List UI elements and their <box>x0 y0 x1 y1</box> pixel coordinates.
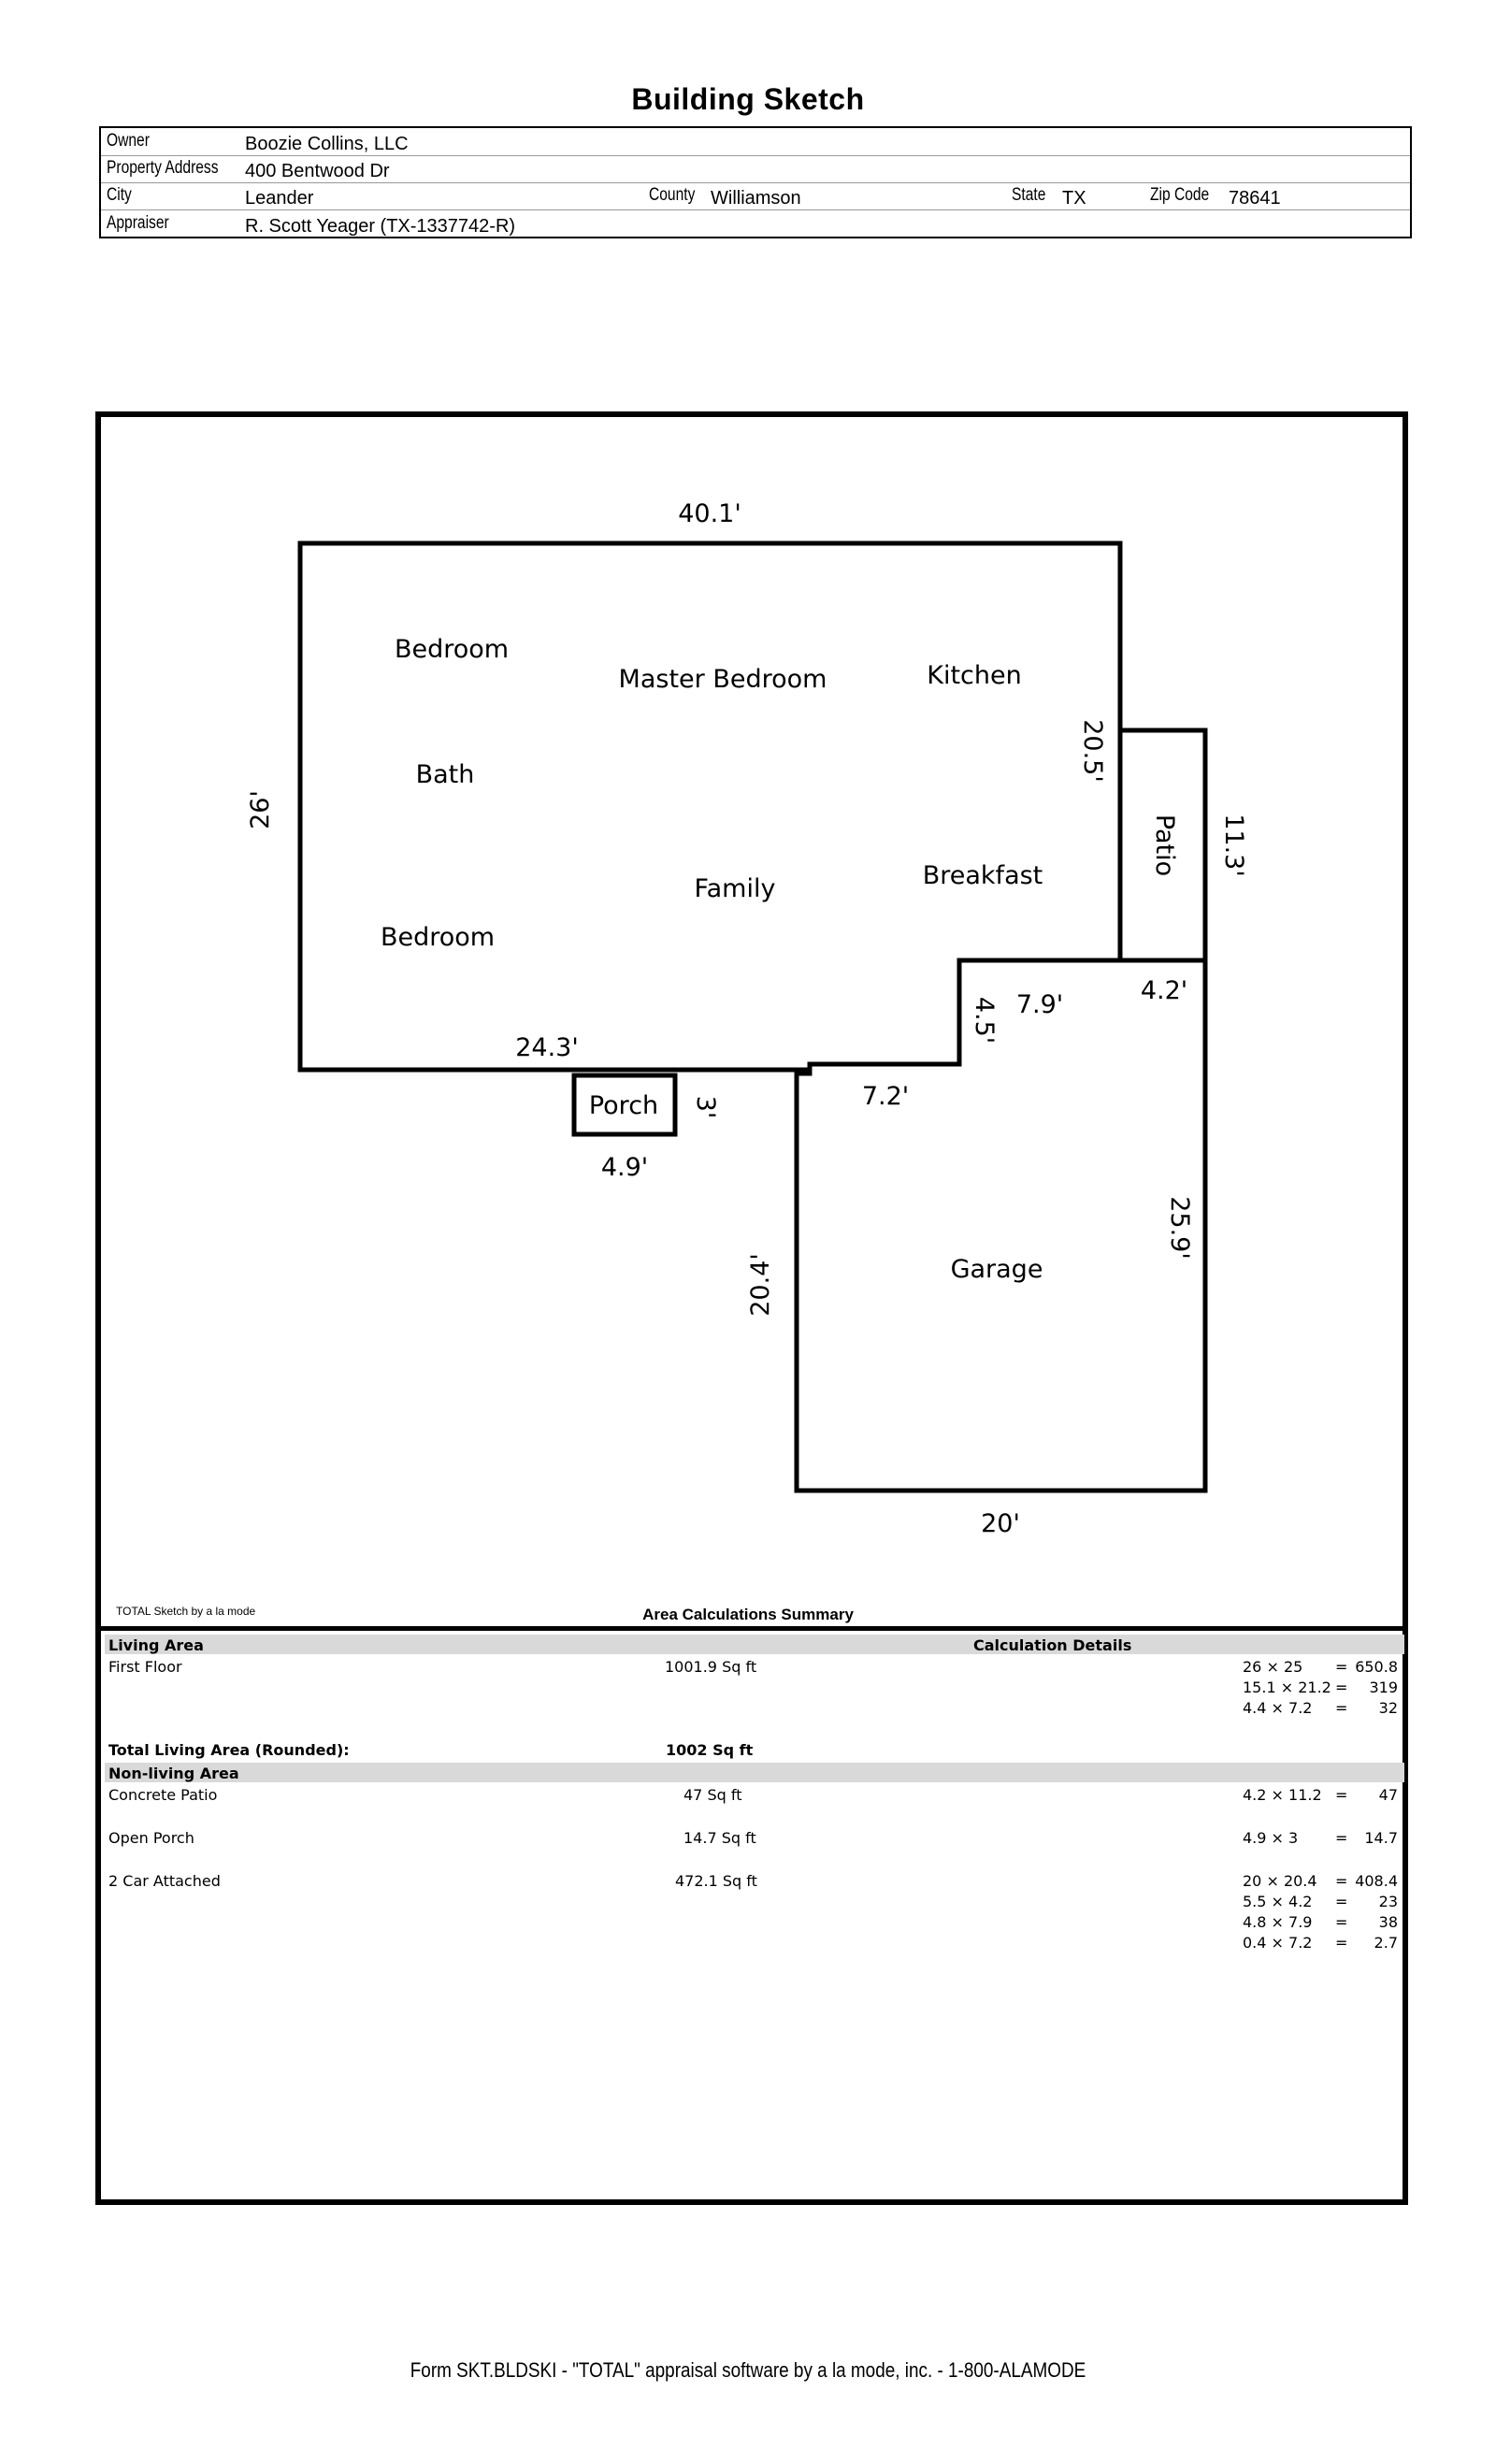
calc-value: 47 <box>1378 1786 1398 1804</box>
first-floor-label: First Floor <box>108 1658 182 1676</box>
calc-value: 23 <box>1378 1893 1398 1910</box>
total-living-label: Total Living Area (Rounded): <box>108 1741 350 1759</box>
room-kitchen: Kitchen <box>927 661 1022 690</box>
page-title: Building Sketch <box>631 82 865 116</box>
county-value: Williamson <box>711 188 801 209</box>
patio-label: Concrete Patio <box>108 1786 218 1804</box>
owner-label: Owner <box>107 131 150 151</box>
room-breakfast: Breakfast <box>922 861 1043 890</box>
sketch-credit: TOTAL Sketch by a la mode <box>116 1605 256 1618</box>
area-summary-title: Area Calculations Summary <box>642 1606 854 1623</box>
dim-patio-right: 11.3' <box>1219 814 1248 877</box>
calc-equals: = <box>1335 1658 1348 1676</box>
form-footer: Form SKT.BLDSKI - "TOTAL" appraisal software by a la mode, inc. - 1-800-ALAMODE <box>410 2358 1086 2382</box>
total-living-value: 1002 Sq ft <box>666 1741 754 1759</box>
calc-equals: = <box>1335 1934 1348 1952</box>
calc-equals: = <box>1335 1829 1348 1847</box>
calc-equals: = <box>1335 1679 1348 1696</box>
calc-expr: 0.4 × 7.2 <box>1243 1934 1313 1952</box>
calc-equals: = <box>1335 1893 1348 1910</box>
dim-patio-bottom: 4.2' <box>1140 976 1188 1005</box>
dim-bottom-main: 24.3' <box>515 1033 579 1062</box>
city-label: City <box>107 185 132 205</box>
garage-label: 2 Car Attached <box>108 1872 221 1890</box>
nonliving-area-band <box>105 1763 1404 1782</box>
dim-porch-depth: 3' <box>691 1095 720 1119</box>
calc-equals: = <box>1335 1699 1348 1717</box>
calc-value: 14.7 <box>1364 1829 1398 1847</box>
dim-top: 40.1' <box>678 499 741 528</box>
calc-expr: 4.4 × 7.2 <box>1243 1699 1313 1717</box>
dim-notch-width: 7.9' <box>1015 990 1064 1019</box>
calc-value: 38 <box>1378 1913 1398 1931</box>
calc-value: 319 <box>1369 1679 1398 1696</box>
dim-garage-left: 20.4' <box>746 1253 775 1317</box>
porch-area: 14.7 Sq ft <box>683 1829 756 1847</box>
state-label: State <box>1012 185 1046 205</box>
appraiser-label: Appraiser <box>107 213 169 233</box>
summary-divider <box>95 1626 1408 1631</box>
address-value: 400 Bentwood Dr <box>245 161 390 181</box>
address-label: Property Address <box>107 158 219 178</box>
appraiser-value: R. Scott Yeager (TX-1337742-R) <box>245 216 516 237</box>
calc-equals: = <box>1335 1786 1348 1804</box>
first-floor-area: 1001.9 Sq ft <box>665 1658 757 1676</box>
calc-expr: 4.2 × 11.2 <box>1243 1786 1322 1804</box>
county-label: County <box>649 185 696 205</box>
calc-expr: 26 × 25 <box>1243 1658 1303 1676</box>
room-bedroom-2: Bedroom <box>380 923 496 952</box>
dim-garage-bottom: 20' <box>981 1509 1020 1538</box>
room-garage: Garage <box>950 1255 1043 1284</box>
dim-garage-top: 7.2' <box>861 1082 910 1111</box>
calc-expr: 15.1 × 21.2 <box>1243 1679 1331 1696</box>
calc-value: 650.8 <box>1355 1658 1398 1676</box>
main-house-outline <box>300 543 1120 1070</box>
calc-value: 408.4 <box>1355 1872 1398 1890</box>
room-bath: Bath <box>415 760 475 789</box>
city-value: Leander <box>245 188 314 209</box>
zip-value: 78641 <box>1229 188 1281 209</box>
room-master-bedroom: Master Bedroom <box>618 665 827 694</box>
zip-label: Zip Code <box>1150 185 1210 205</box>
calc-expr: 5.5 × 4.2 <box>1243 1893 1313 1910</box>
living-area-band <box>105 1635 1404 1654</box>
owner-value: Boozie Collins, LLC <box>245 134 409 154</box>
calc-expr: 4.9 × 3 <box>1243 1829 1299 1847</box>
porch-label: Open Porch <box>108 1829 194 1847</box>
dim-notch-height: 4.5' <box>970 996 999 1045</box>
patio-area: 47 Sq ft <box>683 1786 742 1804</box>
garage-area: 472.1 Sq ft <box>675 1872 757 1890</box>
calc-details-header: Calculation Details <box>973 1636 1132 1654</box>
dim-garage-right: 25.9' <box>1165 1196 1194 1260</box>
room-bedroom-1: Bedroom <box>394 635 510 664</box>
living-area-header: Living Area <box>108 1636 204 1654</box>
calc-value: 32 <box>1378 1699 1398 1717</box>
calc-expr: 4.8 × 7.9 <box>1243 1913 1313 1931</box>
dim-porch-width: 4.9' <box>600 1153 649 1182</box>
nonliving-area-header: Non-living Area <box>108 1765 239 1782</box>
calc-value: 2.7 <box>1374 1934 1398 1952</box>
room-porch: Porch <box>588 1091 659 1120</box>
garage-outline <box>797 960 1205 1491</box>
calc-expr: 20 × 20.4 <box>1243 1872 1317 1890</box>
dim-right-main: 20.5' <box>1078 719 1107 783</box>
dim-left: 26' <box>246 790 275 829</box>
room-patio: Patio <box>1150 814 1179 877</box>
room-family: Family <box>694 874 776 903</box>
calc-equals: = <box>1335 1913 1348 1931</box>
calc-equals: = <box>1335 1872 1348 1890</box>
state-value: TX <box>1062 188 1086 209</box>
